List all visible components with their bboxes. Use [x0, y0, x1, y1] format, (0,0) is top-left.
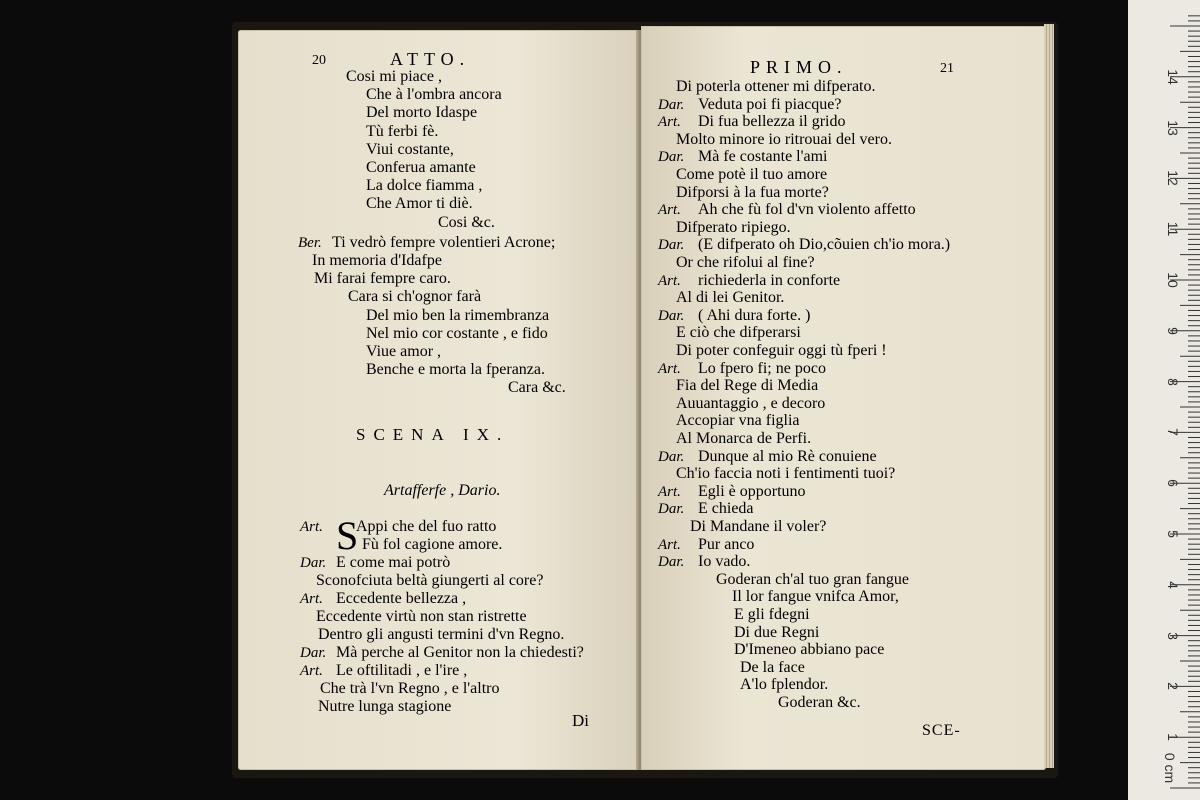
text-line: Dentro gli angusti termini d'vn Regno.	[318, 626, 565, 643]
speaker-label: Art.	[658, 537, 681, 553]
text-line: Al Monarca de Perfi.	[676, 430, 812, 447]
text-line: Eccedente bellezza ,	[336, 590, 467, 607]
text-line: Difporsi à la fua morte?	[676, 184, 829, 201]
text-line: Del morto Idaspe	[366, 104, 478, 121]
text-line: Goderan &c.	[778, 694, 861, 711]
text-line: Veduta poi fi piacque?	[698, 96, 842, 113]
text-line: In memoria d'Idafpe	[312, 252, 442, 269]
text-line: Viui costante,	[366, 141, 454, 158]
speaker-label: Dar.	[658, 308, 685, 324]
text-line: Appi che del fuo ratto	[356, 518, 497, 535]
text-line: E come mai potrò	[336, 554, 451, 571]
text-line: Eccedente virtù non stan ristrette	[316, 608, 527, 625]
ruler-label: 11	[1165, 221, 1181, 237]
ruler-label: 2	[1165, 682, 1181, 691]
text-line: Di Mandane il voler?	[690, 518, 827, 535]
text-line: Or che rifolui al fine?	[676, 254, 815, 271]
text-line: Di fua bellezza il grido	[698, 113, 846, 130]
page-number: 20	[312, 53, 326, 68]
text-line: ( Ahi dura forte. )	[698, 307, 811, 324]
text-line: richiederla in conforte	[698, 272, 841, 289]
running-head: PRIMO.	[750, 57, 848, 77]
text-line: Il lor fangue vnifca Amor,	[732, 588, 899, 605]
text-line: Viue amor ,	[366, 343, 442, 360]
ruler-label: 12	[1165, 170, 1181, 187]
text-line: Pur anco	[698, 536, 755, 553]
speaker-label: Dar.	[300, 555, 327, 571]
ruler-label: 4	[1165, 580, 1181, 589]
text-line: Del mio ben la rimembranza	[366, 307, 550, 324]
text-line: Di poter confeguir oggi tù fperi !	[676, 342, 887, 359]
drop-cap: S	[336, 513, 359, 558]
text-line: Cosi &c.	[438, 214, 495, 231]
text-line: Mà fe costante l'ami	[698, 148, 828, 165]
speaker-label: Dar.	[658, 449, 685, 465]
ruler-label: 1	[1165, 733, 1181, 742]
speaker-label: Art.	[658, 273, 681, 289]
scene-characters: Artafferfe , Dario.	[384, 482, 501, 499]
text-line: Nel mio cor costante , e fido	[366, 325, 548, 342]
text-line: Nutre lunga stagione	[318, 698, 452, 715]
text-line: Cara &c.	[508, 379, 566, 396]
text-line: Al di lei Genitor.	[676, 289, 785, 306]
ruler-label: 13	[1165, 119, 1181, 136]
text-line: Difperato ripiego.	[676, 219, 791, 236]
text-line: De la face	[740, 659, 805, 676]
text-line: Che à l'ombra ancora	[366, 86, 502, 103]
text-line: Fia del Rege di Media	[676, 377, 819, 394]
measuring-ruler	[1128, 0, 1200, 800]
text-line: Mà perche al Genitor non la chiedesti?	[336, 644, 584, 661]
text-line: Ah che fù fol d'vn violento affetto	[698, 201, 916, 218]
speaker-label: Art.	[658, 202, 681, 218]
ruler-label: 7	[1165, 428, 1181, 437]
ruler-label: 8	[1165, 377, 1181, 386]
text-line: Lo fpero fi; ne poco	[698, 360, 826, 377]
ruler-label: 3	[1165, 631, 1181, 640]
ruler-label: 0 cm	[1162, 752, 1178, 784]
speaker-label: Art.	[300, 519, 323, 535]
catchword: Di	[572, 711, 589, 730]
text-line: Sconofciuta beltà giungerti al core?	[316, 572, 544, 589]
speaker-label: Art.	[658, 114, 681, 130]
text-line: A'lo fplendor.	[740, 676, 829, 693]
text-line: Fù fol cagione amore.	[362, 536, 503, 553]
ruler-label: 10	[1165, 272, 1181, 288]
text-line: Ch'io faccia noti i fentimenti tuoi?	[676, 465, 896, 482]
ruler-label: 14	[1165, 69, 1181, 85]
text-line: Ti vedrò fempre volentieri Acrone;	[332, 234, 556, 251]
catchword: SCE-	[922, 722, 961, 739]
text-line: Di poterla ottener mi difperato.	[676, 78, 876, 95]
text-line: La dolce fiamma ,	[366, 177, 483, 194]
text-line: Egli è opportuno	[698, 483, 806, 500]
speaker-label: Dar.	[658, 97, 685, 113]
text-line: E chieda	[698, 500, 754, 517]
text-line: Cara si ch'ognor farà	[348, 288, 482, 305]
speaker-label: Dar.	[300, 645, 327, 661]
text-line: E ciò che difperarsi	[676, 324, 801, 341]
text-line: Tù ferbi fè.	[366, 123, 439, 140]
text-line: E gli fdegni	[734, 606, 810, 623]
speaker-label: Art.	[658, 361, 681, 377]
speaker-label: Ber.	[298, 235, 322, 251]
text-line: (E difperato oh Dio,cõuien ch'io mora.)	[698, 236, 951, 253]
text-line: D'Imeneo abbiano pace	[734, 641, 885, 658]
page-number: 21	[940, 61, 954, 76]
speaker-label: Art.	[300, 663, 323, 679]
text-line: Dunque al mio Rè conuiene	[698, 448, 877, 465]
speaker-label: Dar.	[658, 501, 685, 517]
text-line: Di due Regni	[734, 624, 820, 641]
text-line: Molto minore io ritrouai del vero.	[676, 131, 892, 148]
speaker-label: Dar.	[658, 149, 685, 165]
text-line: Benche e morta la fperanza.	[366, 361, 546, 378]
text-line: Che Amor ti diè.	[366, 195, 473, 212]
ruler-ticks	[1128, 0, 1200, 800]
text-line: Io vado.	[698, 553, 751, 570]
speaker-label: Dar.	[658, 237, 685, 253]
speaker-label: Dar.	[658, 554, 685, 570]
scene-heading: SCENA IX.	[356, 425, 510, 444]
text-line: Conferua amante	[366, 159, 476, 176]
text-line: Mi farai fempre caro.	[314, 270, 451, 287]
speaker-label: Art.	[658, 484, 681, 500]
text-line: Cosi mi piace ,	[346, 68, 442, 85]
speaker-label: Art.	[300, 591, 323, 607]
ruler-label: 6	[1165, 479, 1181, 488]
ruler-label: 5	[1165, 530, 1181, 538]
running-head: ATTO.	[390, 49, 471, 69]
text-line: Auuantaggio , e decoro	[676, 395, 826, 412]
text-line: Le oftilitadi , e l'ire ,	[336, 662, 468, 679]
page-edges	[1044, 24, 1054, 768]
text-line: Goderan ch'al tuo gran fangue	[716, 571, 910, 588]
text-line: Come potè il tuo amore	[676, 166, 828, 183]
ruler-label: 9	[1165, 326, 1181, 335]
text-line: Accopiar vna figlia	[676, 412, 800, 429]
text-line: Che trà l'vn Regno , e l'altro	[320, 680, 500, 697]
